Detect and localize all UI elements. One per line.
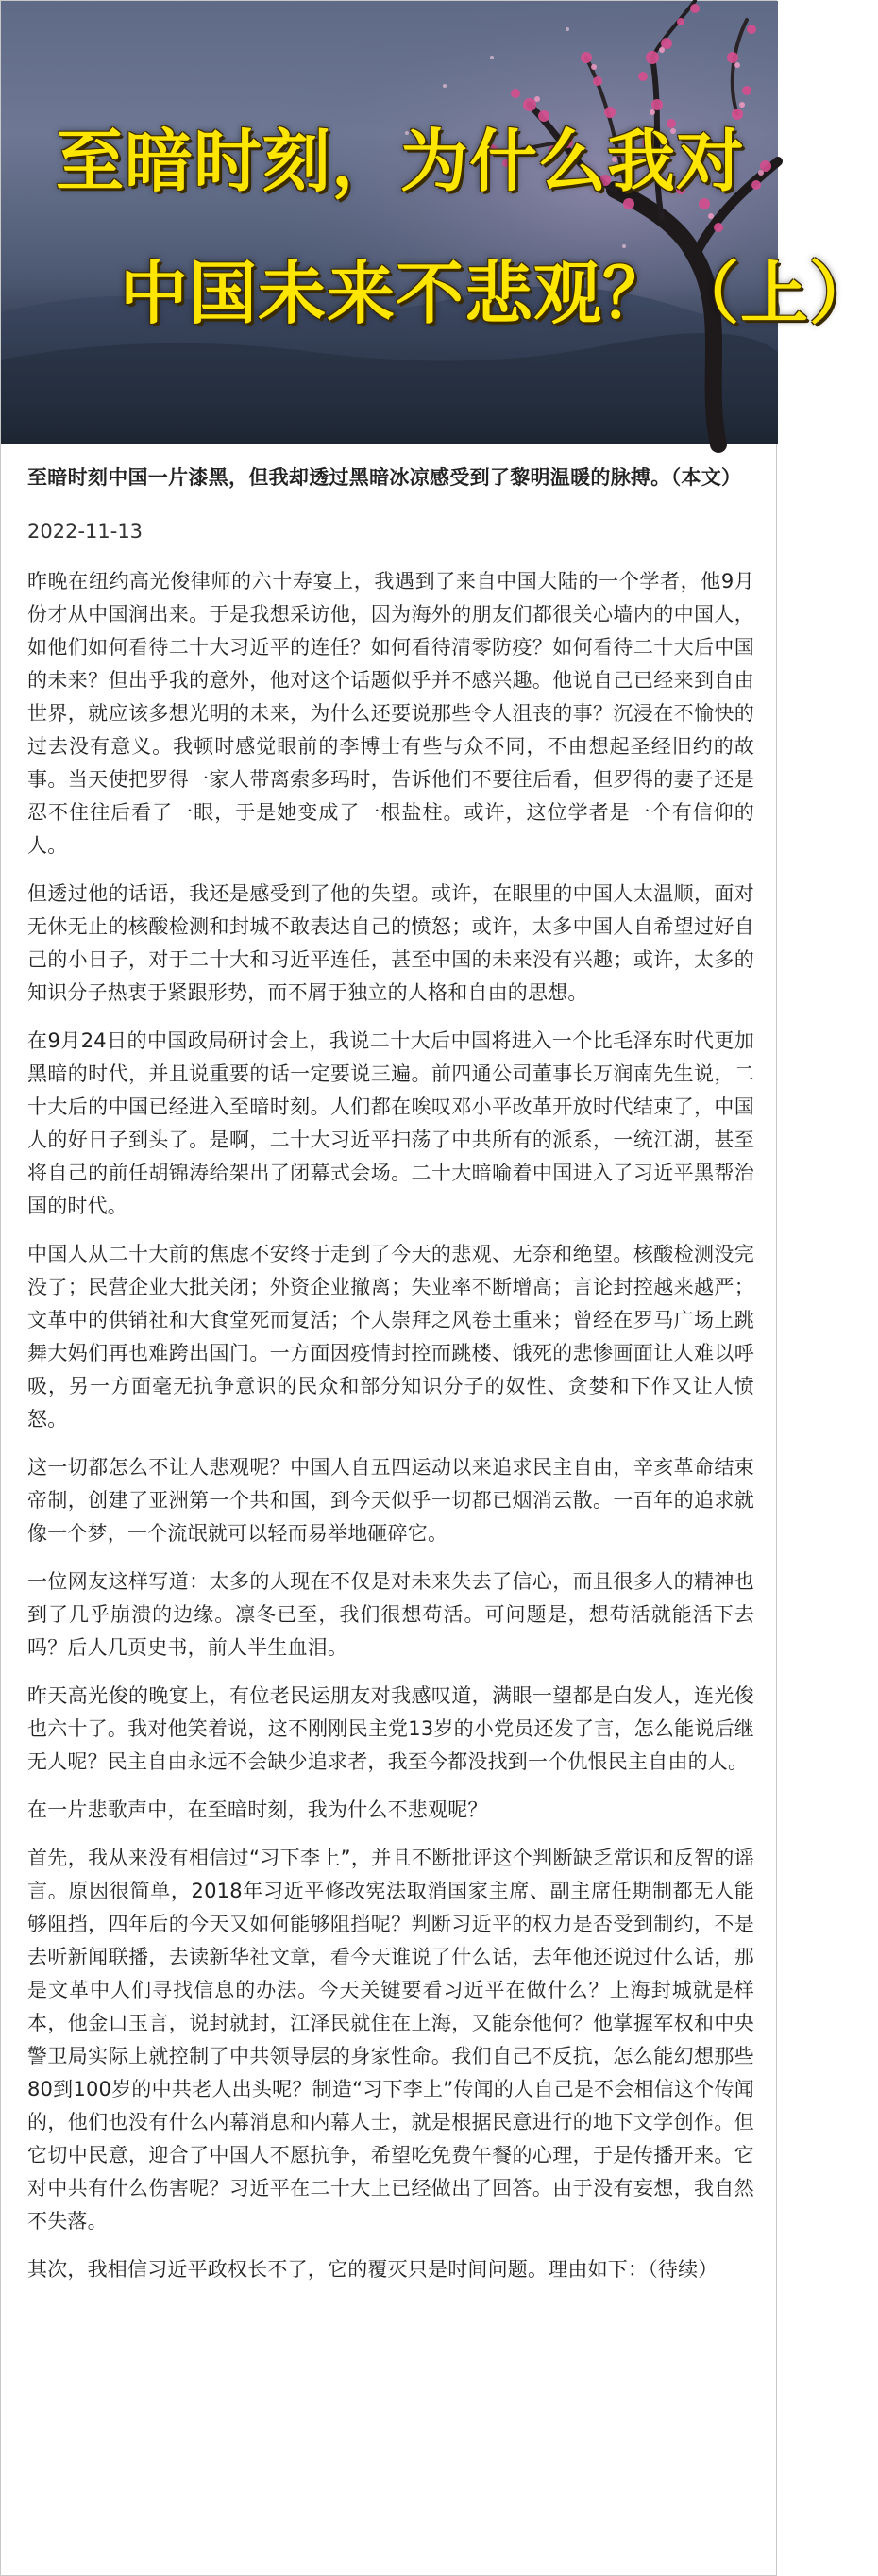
banner-title-line1: 至暗时刻，为什么我对 <box>56 122 746 201</box>
paragraph: 这一切都怎么不让人悲观呢？中国人自五四运动以来追求民主自由，辛亥革命结束帝制，创建了亚洲第一个共和国，到今天似乎一切都已烟消云散。一百年的追求就像一个梦，一个流氓就可以轻而易举地砸碎它。 <box>27 1456 754 1545</box>
paragraph: 中国人从二十大前的焦虑不安终于走到了今天的悲观、无奈和绝望。核酸检测没完没了；民营企业大批关闭；外资企业撤离；失业率不断增高；言论封控越来越严；文革中的供销社和大食堂死而复活；个人崇拜之风卷土重来；曾经在罗马广场上跳舞大妈们再也难跨出国门。一方面因疫情封控而跳楼、饿死的悲惨画面让人难以呼吸，另一方面毫无抗争意识的民众和部分知识分子的奴性、贪婪和下作又让人愤怒。 <box>27 1243 754 1430</box>
paragraph: 一位网友这样写道：太多的人现在不仅是对未来失去了信心，而且很多人的精神也到了几乎崩溃的边缘。凛冬已至，我们很想苟活。可问题是，想苟活就能活下去吗？后人几页史书，前人半生血泪。 <box>27 1570 754 1659</box>
paragraph: 在9月24日的中国政局研讨会上，我说二十大后中国将进入一个比毛泽东时代更加黑暗的时代，并且说重要的话一定要说三遍。前四通公司董事长万润南先生说，二十大后的中国已经进入至暗时刻。人们都在唉叹邓小平改革开放时代结束了，中国人的好日子到头了。是啊，二十大习近平扫荡了中共所有的派系，一统江湖，甚至将自己的前任胡锦涛给架出了闭幕式会场。二十大暗喻着中国进入了习近平黑帮治国的时代。 <box>27 1029 754 1217</box>
banner-title-line2: 中国未来不悲观？（上） <box>120 254 878 333</box>
paragraph: 在一片悲歌声中，在至暗时刻，我为什么不悲观呢？ <box>27 1798 488 1821</box>
article-body <box>27 461 754 2301</box>
article-date: 2022-11-13 <box>27 520 144 543</box>
paragraph: 其次，我相信习近平政权长不了，它的覆灭只是时间问题。理由如下：（待续） <box>27 2258 718 2281</box>
banner-image <box>1 1 878 444</box>
paragraph: 昨天高光俊的晚宴上，有位老民运朋友对我感叹道，满眼一望都是白发人，连光俊也六十了。我对他笑着说，这不刚刚民主党13岁的小党员还发了言，怎么能说后继无人呢？民主自由永远不会缺少追求者，我至今都没找到一个仇恨民主自由的人。 <box>27 1684 754 1773</box>
plum-blossom-illustration <box>1 1 778 444</box>
article-subtitle: 至暗时刻中国一片漆黑，但我却透过黑暗冰凉感受到了黎明温暖的脉搏。（本文） <box>27 466 742 489</box>
paragraph: 但透过他的话语，我还是感受到了他的失望。或许，在眼里的中国人太温顺，面对无休无止的核酸检测和封城不敢表达自己的愤怒；或许，太多中国人自希望过好自己的小日子，对于二十大和习近平连任，甚至中国的未来没有兴趣；或许，太多的知识分子热衷于紧跟形势，而不屑于独立的人格和自由的思想。 <box>27 882 754 1004</box>
paragraph: 昨晚在纽约高光俊律师的六十寿宴上，我遇到了来自中国大陆的一个学者，他9月份才从中国润出来。于是我想采访他，因为海外的朋友们都很关心墙内的中国人，如他们如何看待二十大习近平的连任？如何看待清零防疫？如何看待二十大后中国的未来？但出乎我的意外，他对这个话题似乎并不感兴趣。他说自己已经来到自由世界，就应该多想光明的未来，为什么还要说那些令人沮丧的事？沉浸在不愉快的过去没有意义。我顿时感觉眼前的李博士有些与众不同，不由想起圣经旧约的故事。当天使把罗得一家人带离索多玛时，告诉他们不要往后看，但罗得的妻子还是忍不住往后看了一眼，于是她变成了一根盐柱。或许，这位学者是一个有信仰的人。 <box>27 570 754 857</box>
paragraph: 首先，我从来没有相信过“习下李上”，并且不断批评这个判断缺乏常识和反智的谣言。原因很简单，2018年习近平修改宪法取消国家主席、副主席任期制都无人能够阻挡，四年后的今天又如何能够阻挡呢？判断习近平的权力是否受到制约，不是去听新闻联播，去读新华社文章，看今天谁说了什么话，去年他还说过什么话，那是文革中人们寻找信息的办法。今天关键要看习近平在做什么？上海封城就是样本，他金口玉言，说封就封，江泽民就住在上海，又能奈他何？他掌握军权和中央警卫局实际上就控制了中共领导层的身家性命。我们自己不反抗，怎么能幻想那些80到100岁的中共老人出头呢？制造“习下李上”传闻的人自己是不会相信这个传闻的，他们也没有什么内幕消息和内幕人士，就是根据民意进行的地下文学创作。但它切中民意，迎合了中国人不愿抗争，希望吃免费午餐的心理，于是传播开来。它对中共有什么伤害呢？习近平在二十大上已经做出了回答。由于没有妄想，我自然不失落。 <box>27 1847 754 2233</box>
